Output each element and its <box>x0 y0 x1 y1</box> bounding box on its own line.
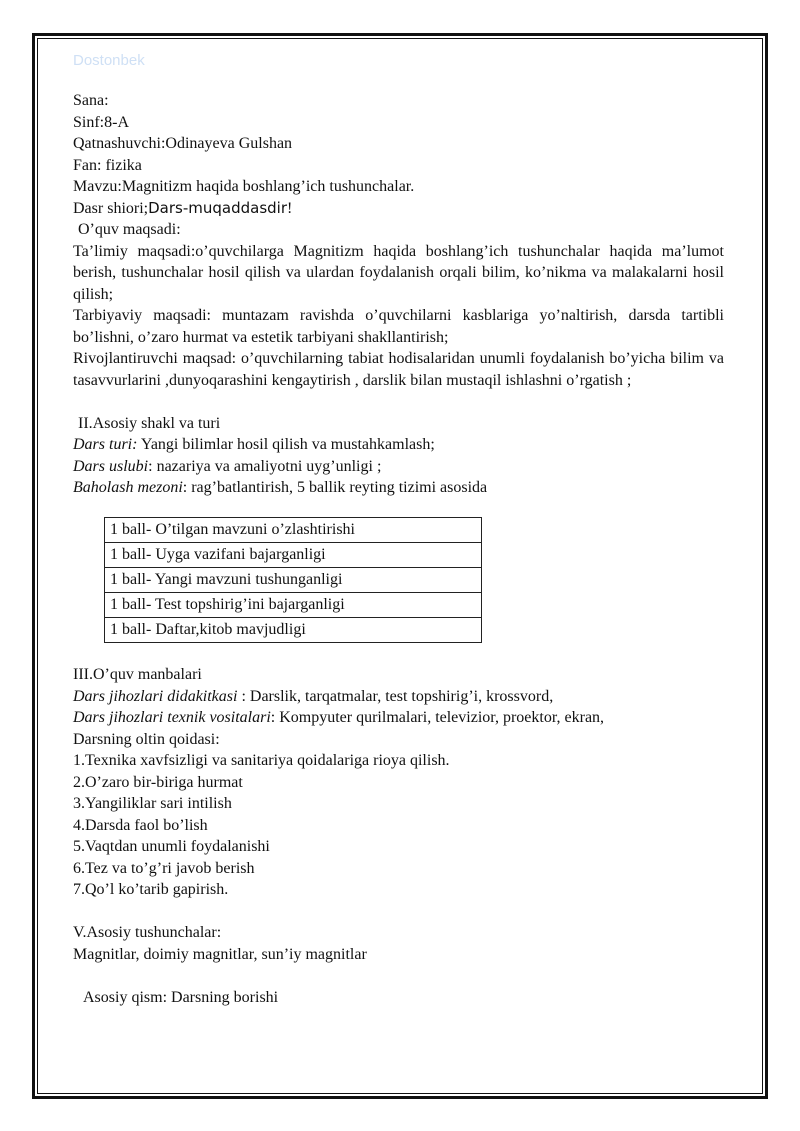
motto-label: Dasr shiori; <box>73 199 149 217</box>
participant-line: Qatnashuvchi:Odinayeva Gulshan <box>73 135 293 152</box>
didactic-value: : Darslik, tarqatmalar, test topshirig’i, krossvord, <box>237 687 554 705</box>
concepts-line: Magnitlar, doimiy magnitlar, sun’iy magnitlar <box>73 945 367 963</box>
technical-value: : Kompyuter qurilmalari, televizior, proektor, ekran, <box>270 709 605 726</box>
subject-line: Fan: fizika <box>73 156 142 174</box>
list-item: 7.Qo’l ko’tarib gapirish. <box>73 881 229 898</box>
table-cell: 1 ball- Test topshirig’ini bajarganligi <box>105 592 482 617</box>
list-item: 6.Tez va to’g’ri javob berish <box>73 859 255 877</box>
assessment-line <box>73 477 724 499</box>
upbringing-goal: Tarbiyaviy maqsadi: muntazam ravishda o’quvchilarni kasblariga yo’naltirish, darsda tartibli bo’lishni, o’zaro hurmat va estetik tarbiyani shakllantirish; <box>73 307 724 346</box>
document-body <box>73 50 724 1008</box>
section2-heading: II.Asosiy shakl va turi <box>78 414 221 432</box>
table-cell: 1 ball- Daftar,kitob mavjudligi <box>105 617 482 642</box>
topic-line: Mavzu:Magnitizm haqida boshlang’ich tushunchalar. <box>73 178 415 195</box>
lesson-type-value: Yangi bilimlar hosil qilish va mustahkamlash; <box>137 436 435 453</box>
developmental-goal: Rivojlantiruvchi maqsad: o’quvchilarning tabiat hodisalaridan unumli foydalanish bo’yicha bilim va tasavvurlarini ,dunyoqarashini kengaytirish , darslik bilan mustaqil ishlashni o’rgatish ; <box>73 350 724 389</box>
class-line: Sinf:8-A <box>73 113 129 131</box>
section5-heading: V.Asosiy tushunchalar: <box>73 924 222 941</box>
assessment-value: : rag’batlantirish, 5 ballik reyting tizimi asosida <box>182 479 488 496</box>
main-part-heading: Asosiy qism: Darsning borishi <box>83 988 279 1006</box>
list-item: 1.Texnika xavfsizligi va sanitariya qoidalariga rioya qilish. <box>73 752 450 769</box>
list-item: 4.Darsda faol bo’lish <box>73 816 208 834</box>
watermark-text: Dostonbek <box>73 52 145 69</box>
assessment-label: Baholash mezoni <box>73 479 183 496</box>
lesson-type-line <box>73 434 724 456</box>
table-row <box>105 567 482 592</box>
table-row <box>105 517 482 542</box>
technical-label: Dars jihozlari texnik vositalari <box>73 709 271 726</box>
didactic-label: Dars jihozlari didakitkasi <box>73 687 238 705</box>
list-item: 5.Vaqtdan unumli foydalanishi <box>73 838 270 855</box>
didactic-line <box>73 686 724 708</box>
section3-heading: III.O’quv manbalari <box>73 666 202 683</box>
date-line: Sana: <box>73 92 109 109</box>
table-cell: 1 ball- Yangi mavzuni tushunganligi <box>105 567 482 592</box>
table-row <box>105 617 482 642</box>
motto-value: Dars-muqaddasdir <box>148 198 287 217</box>
educational-goal: Ta’limiy maqsadi:o’quvchilarga Magnitizm haqida boshlang’ich tushunchalar haqida ma’lumot berish, tushunchalar hosil qilish va ulardan foydalanish orqali bilim, ko’nikma va malakalarni hosil qilish; <box>73 242 724 303</box>
technical-line <box>73 707 724 729</box>
lesson-method-label: Dars uslubi <box>73 457 149 475</box>
table-row <box>105 542 482 567</box>
list-item: 3.Yangiliklar sari intilish <box>73 795 232 812</box>
rules-heading: Darsning oltin qoidasi: <box>73 730 220 748</box>
lesson-method-value: : nazariya va amaliyotni uyg’unligi ; <box>148 457 382 475</box>
motto-line <box>73 198 724 220</box>
table-row <box>105 592 482 617</box>
table-cell: 1 ball- Uyga vazifani bajarganligi <box>105 542 482 567</box>
list-item: 2.O’zaro bir-biriga hurmat <box>73 773 243 791</box>
lesson-method-line <box>73 456 724 478</box>
table-cell: 1 ball- O’tilgan mavzuni o’zlashtirishi <box>105 517 482 542</box>
motto-end: ! <box>286 199 293 217</box>
goals-heading: O’quv maqsadi: <box>78 221 181 238</box>
scoring-table <box>104 517 482 643</box>
lesson-type-label: Dars turi: <box>73 436 138 453</box>
